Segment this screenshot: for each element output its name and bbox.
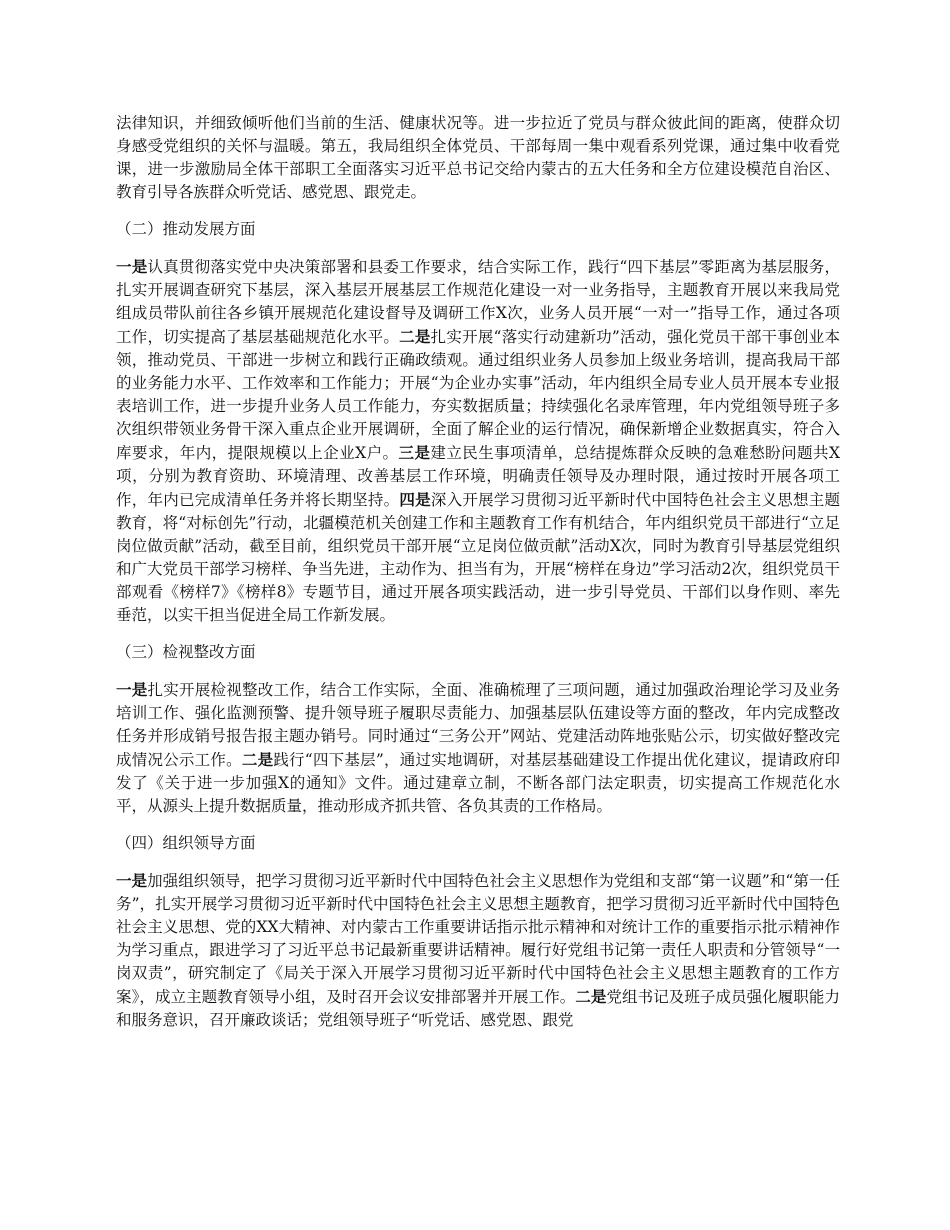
section-paragraph-leadership (116, 869, 840, 1032)
point-text: 深入开展学习贯彻习近平新时代中国特色社会主义思想主题教育，将“对标创先”行动，北疆模范机关创建工作和主题教育工作有机结合，年内组织党员干部进行“立足岗位做贡献”活动，截至目前，组织党员干部开展“立足岗位做贡献”活动X次，同时为教育引导基层党组织和广大党员干部学习榜样、争当先进，主动作为、担当有为，开展“榜样在身边”学习活动2次，组织党员干部观看《榜样7》《榜样8》专题节目，通过开展各项实践活动，进一步引导党员、干部们以身作则、率先垂范，以实干担当促进全局工作新发展。 (116, 491, 840, 624)
section-heading-rectification: （三）检视整改方面 (116, 643, 256, 661)
point-label: 一是 (116, 871, 148, 890)
section-heading-leadership: （四）组织领导方面 (116, 834, 256, 852)
point-text: 党组书记及班子成员强化履职能力和服务意识，召开廉政谈话；党组领导班子“听党话、感党恩、跟党 (116, 988, 840, 1029)
point-label: 四是 (399, 490, 431, 509)
point-label: 二是 (399, 327, 431, 346)
point-label: 一是 (116, 680, 148, 699)
point-text: 加强组织领导，把学习贯彻习近平新时代中国特色社会主义思想作为党组和支部“第一议题”和“第一任务”，扎实开展学习贯彻习近平新时代中国特色社会主义思想主题教育，把学习贯彻习近平新时代中国特色社会主义思想、党的XX大精神、对内蒙古工作重要讲话指示批示精神和对统计工作的重要指示批示精神作为学习重点，跟进学习了习近平总书记最新重要讲话精神。履行好党组书记第一责任人职责和分管领导“一岗双责”，研究制定了《局关于深入开展学习贯彻习近平新时代中国特色社会主义思想主题教育的工作方案》，成立主题教育领导小组，及时召开会议安排部署并开展工作。 (116, 872, 840, 1006)
point-text: 认真贯彻落实党中央决策部署和县委工作要求，结合实际工作，践行“四下基层”零距离为基层服务，扎实开展调查研究下基层，深入基层开展基层工作规范化建设一对一业务指导，主题教育开展以来我局党组成员带队前往各乡镇开展规范化建设督导及调研工作X次，业务人员开展“一对一”指导工作，通过各项工作，切实提高了基层基础规范化水平。 (116, 258, 840, 346)
point-text: 扎实开展检视整改工作，结合工作实际，全面、准确梳理了三项问题，通过加强政治理论学习及业务培训工作、强化监测预警、提升领导班子履职尽责能力、加强基层队伍建设等方面的整改，年内完成整改任务并形成销号报告报主题办销号。同时通过“三务公开”网站、党建活动阵地张贴公示，切实做好整改完成情况公示工作。 (116, 681, 840, 769)
document-page (116, 112, 840, 1046)
point-text: 扎实开展“落实行动建新功”活动，强化党员干部干事创业本领，推动党员、干部进一步树立和践行正确政绩观。通过组织业务人员参加上级业务培训，提高我局干部的业务能力水平、工作效率和工作能力；开展“为企业办实事”活动，年内组织全局专业人员开展本专业报表培训工作，进一步提升业务人员工作能力，夯实数据质量；持续强化名录库管理，年内党组领导班子多次组织带领业务骨干深入重点企业开展调研，全面了解企业的运行情况，确保新增企业数据真实，符合入库要求，年内，提限规模以上企业X户。 (116, 328, 840, 462)
section-paragraph-development (116, 255, 840, 627)
point-label: 三是 (398, 443, 431, 462)
point-label: 二是 (241, 750, 274, 769)
point-text: 践行“四下基层”，通过实地调研，对基层基础建设工作提出优化建议，提请政府印发了《关于进一步加强X的通知》文件。通过建章立制，不断各部门法定职责，切实提高工作规范化水平，从源头上提升数据质量，推动形成齐抓共管、各负其责的工作格局。 (116, 751, 840, 815)
point-label: 一是 (116, 257, 148, 276)
point-text: 建立民生事项清单，总结提炼群众反映的急难愁盼问题共X项，分别为教育资助、环境清理、改善基层工作环境，明确责任领导及办理时限，通过按时开展各项工作，年内已完成清单任务并将长期坚持。 (116, 444, 840, 509)
intro-paragraph: 法律知识，并细致倾听他们当前的生活、健康状况等。进一步拉近了党员与群众彼此间的距离，使群众切身感受党组织的关怀与温暖。第五，我局组织全体党员、干部每周一集中观看系列党课，通过集中收看党课，进一步激励局全体干部职工全面落实习近平总书记交给内蒙古的五大任务和全方位建设模范自治区、教育引导各族群众听党话、感党恩、跟党走。 (116, 114, 840, 201)
section-paragraph-rectification (116, 678, 840, 818)
section-heading-development: （二）推动发展方面 (116, 220, 256, 238)
point-label: 二是 (575, 987, 607, 1006)
